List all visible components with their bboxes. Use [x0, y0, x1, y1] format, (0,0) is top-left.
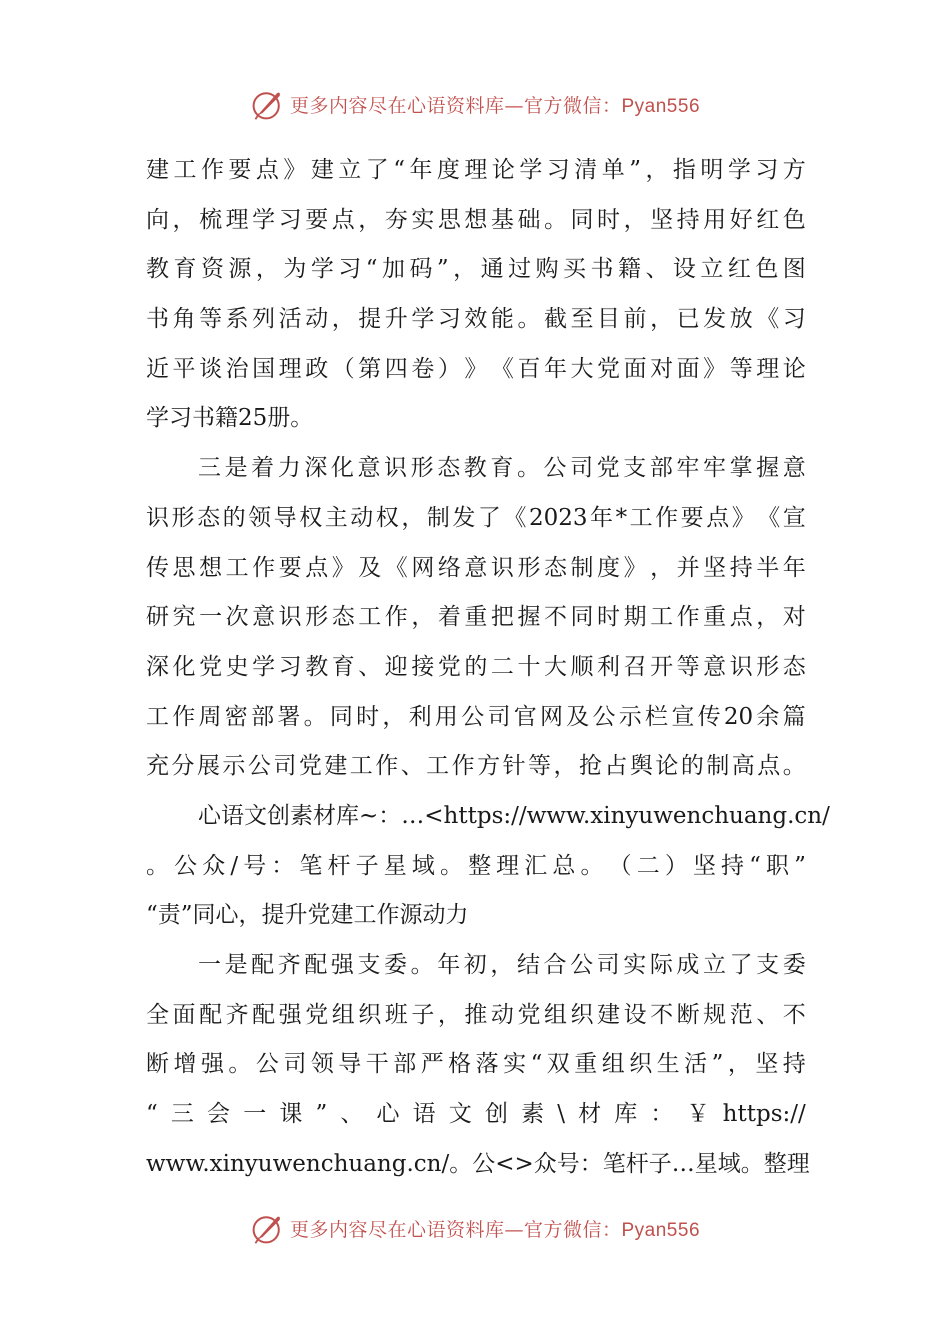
- body-line: 近 平 谈 治 国 理 政 （ 第 四 卷 ） 》 《 百 年 大 党 面 对 面 》 等 理 论: [146, 355, 806, 382]
- body-line: 向 ， 梳 理 学 习 要 点 ， 夯 实 思 想 基 础 。 同 时 ， 坚 持 用 好 红 色: [146, 206, 806, 233]
- header-banner: [0, 84, 950, 124]
- body-line: 三 是 着 力 深 化 意 识 形 态 教 育 。 公 司 党 支 部 牢 牢 掌 握 意: [198, 455, 806, 482]
- body-line: 传 思 想 工 作 要 点 》 及 《 网 络 意 识 形 态 制 度 》 ， 并 坚 持 半 年: [146, 554, 806, 581]
- body-line: 学习书籍25册。: [146, 405, 314, 432]
- body-line: www.xinyuwenchuang.cn/ 。 公 <> 众 号 ： 笔 杆 子 … 星 域 。 整 理: [146, 1150, 810, 1177]
- body-line: 书 角 等 系 列 活 动 ， 提 升 学 习 效 能 。 截 至 目 前 ， 已 发 放 《 习: [146, 306, 806, 333]
- body-line: 建 工 作 要 点 》 建 立 了 “ 年 度 理 论 学 习 清 单 ” ， 指 明 学 习 方: [146, 157, 806, 183]
- header-wechat-id: Pyan556: [621, 95, 701, 117]
- body-line: “ 三 会 一 课 ” 、 心 语 文 创 素 \ 材 库 ： ￥ https://: [146, 1101, 806, 1128]
- body-line: 教 育 资 源 ， 为 学 习 “ 加 码 ” ， 通 过 购 买 书 籍 、 设 立 红 色 图: [146, 256, 806, 283]
- footer-banner-label: 更多内容尽在心语资料库—官方微信：: [289, 1218, 622, 1241]
- footer-banner-text: [290, 1215, 700, 1242]
- header-banner-label: 更多内容尽在心语资料库—官方微信：: [289, 94, 622, 117]
- header-banner-text: [290, 91, 700, 118]
- body-line: 研 究 一 次 意 识 形 态 工 作 ， 着 重 把 握 不 同 时 期 工 作 重 点 ， 对: [146, 604, 806, 631]
- footer-wechat-id: Pyan556: [621, 1219, 701, 1241]
- quill-logo-icon: [250, 1210, 286, 1246]
- body-line: 深 化 党 史 学 习 教 育 、 迎 接 党 的 二 十 大 顺 利 召 开 等 意 识 形 态: [146, 653, 806, 680]
- body-line: “责”同心，提升党建工作源动力: [146, 902, 469, 929]
- body-line: 断 增 强 。 公 司 领 导 干 部 严 格 落 实 “ 双 重 组 织 生 活 ” ， 坚 持: [146, 1051, 806, 1078]
- footer-banner: [0, 1208, 950, 1248]
- body-line: 心 语 文 创 素 材 库 ~ ： … <https://www.xinyuwenchuang.cn/: [198, 802, 830, 829]
- body-line: 识 形 态 的 领 导 权 主 动 权 ， 制 发 了 《 2023 年 * 工 作 要 点 》 《 宣: [146, 504, 806, 531]
- document-body: [146, 146, 830, 1189]
- body-line: 全 面 配 齐 配 强 党 组 织 班 子 ， 推 动 党 组 织 建 设 不 断 规 范 、 不: [146, 1001, 806, 1028]
- body-line: 一 是 配 齐 配 强 支 委 。 年 初 ， 结 合 公 司 实 际 成 立 了 支 委: [198, 952, 806, 978]
- body-line: 。 公 众 / 号 ： 笔 杆 子 星 域 。 整 理 汇 总 。 （ 二 ） 坚 持 “ 职 ”: [146, 852, 806, 879]
- quill-logo-icon: [250, 86, 286, 122]
- body-line: 充 分 展 示 公 司 党 建 工 作 、 工 作 方 针 等 ， 抢 占 舆 论 的 制 高 点 。: [146, 753, 806, 780]
- body-line: 工 作 周 密 部 署 。 同 时 ， 利 用 公 司 官 网 及 公 示 栏 宣 传 20 余 篇: [146, 703, 806, 730]
